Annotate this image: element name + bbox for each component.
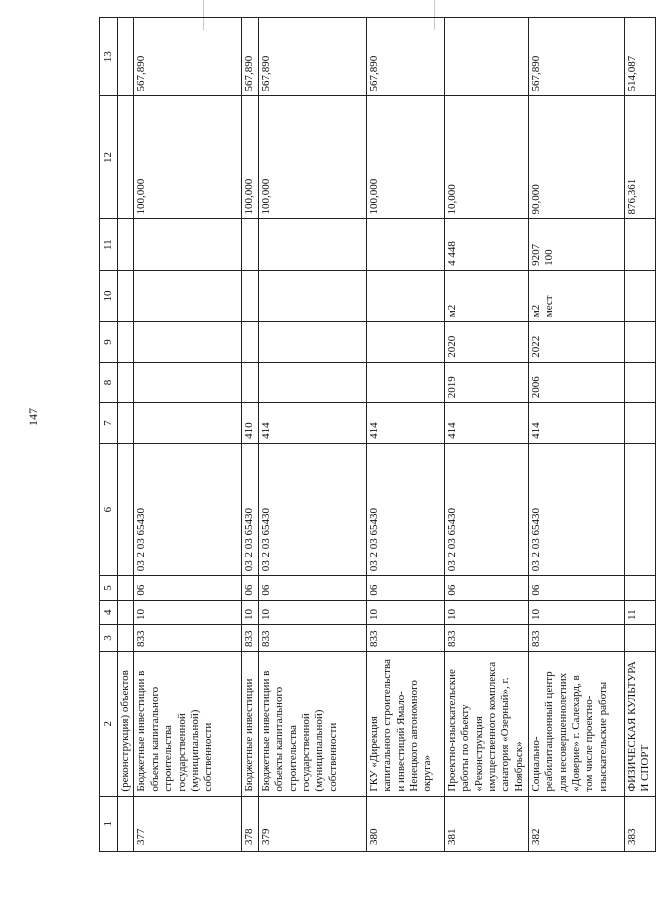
cell-c5: 06 [258,576,366,600]
cell-c4: 10 [528,600,624,624]
cell-c1: 378 [242,796,258,851]
column-header: 6 [100,443,118,575]
cell-c6: 03 2 03 65430 [242,443,258,575]
cell-c8 [242,362,258,403]
column-header: 4 [100,600,118,624]
table-row [624,18,655,852]
cell-c11 [118,219,134,270]
cell-c4 [118,600,134,624]
cell-c7: 414 [444,403,528,444]
cell-c3 [624,624,655,651]
page-number: 147 [26,408,40,426]
cell-c13: 567,890 [366,18,444,96]
cell-c8: 2006 [528,362,624,403]
header-row [100,18,118,852]
cell-c4: 10 [366,600,444,624]
cell-c6: 03 2 03 65430 [134,443,242,575]
cell-c5: 06 [366,576,444,600]
cell-c9: 2022 [528,322,624,363]
column-header: 13 [100,18,118,96]
cell-c13: 567,890 [242,18,258,96]
table-row [366,18,444,852]
table-row [528,18,624,852]
cell-c6: 03 2 03 65430 [528,443,624,575]
table-row [444,18,528,852]
cell-c11 [242,219,258,270]
cell-c9: 2020 [444,322,528,363]
cell-c9 [366,322,444,363]
cell-c12: 100,000 [242,96,258,219]
cell-c11: 9207 100 [528,219,624,270]
cell-c1: 381 [444,796,528,851]
cell-c6 [624,443,655,575]
table-row [134,18,242,852]
table-row [258,18,366,852]
cell-c12: 876,361 [624,96,655,219]
cell-c7: 414 [366,403,444,444]
cell-c7: 410 [242,403,258,444]
cell-c8: 2019 [444,362,528,403]
cell-c8 [624,362,655,403]
cell-c7: 414 [258,403,366,444]
column-header: 8 [100,362,118,403]
column-header: 11 [100,219,118,270]
budget-table [99,17,656,852]
cell-c4: 10 [258,600,366,624]
cell-c1: 383 [624,796,655,851]
cell-c1: 380 [366,796,444,851]
column-header: 1 [100,796,118,851]
cell-c7 [134,403,242,444]
cell-c9 [242,322,258,363]
cell-c8 [118,362,134,403]
cell-c9 [258,322,366,363]
cell-c3 [118,624,134,651]
column-header: 9 [100,322,118,363]
cell-c6: 03 2 03 65430 [366,443,444,575]
cell-c12: 90,000 [528,96,624,219]
cell-c11: 4 448 [444,219,528,270]
cell-c5: 06 [444,576,528,600]
cell-c7 [118,403,134,444]
cell-c12: 10,000 [444,96,528,219]
cell-c5: 06 [528,576,624,600]
cell-c3: 833 [134,624,242,651]
cell-c9 [134,322,242,363]
cell-c5: 06 [134,576,242,600]
cell-c4: 10 [242,600,258,624]
cell-c11 [258,219,366,270]
cell-c3: 833 [242,624,258,651]
column-header: 12 [100,96,118,219]
cell-c6: 03 2 03 65430 [444,443,528,575]
table-row [242,18,258,852]
cell-c11 [366,219,444,270]
cell-c5 [624,576,655,600]
rotated-table-wrapper [99,17,652,852]
cell-c5: 06 [242,576,258,600]
cell-c10 [366,270,444,321]
cell-c13 [444,18,528,96]
cell-c1 [118,796,134,851]
cell-c10: м2 [444,270,528,321]
cell-c2: ГКУ «Дирекция капитального строительства и инвестиций Ямало-Ненецкого автономного округа» [366,651,444,796]
table-body [100,18,656,852]
cell-c10 [134,270,242,321]
cell-c3: 833 [444,624,528,651]
cell-c12 [118,96,134,219]
cell-c2: Бюджетные инвестиции в объекты капитального строительства государственной (муниципальной) собственности [258,651,366,796]
column-header: 5 [100,576,118,600]
cell-c12: 100,000 [134,96,242,219]
cell-c13: 514,087 [624,18,655,96]
cell-c12: 100,000 [258,96,366,219]
cell-c2: Проектно-изыскательские работы по объекту «Реконструкция имущественного комплекса санатория «Озерный», г. Ноябрьск» [444,651,528,796]
cell-c10 [242,270,258,321]
cell-c10 [118,270,134,321]
cell-c8 [366,362,444,403]
cell-c1: 379 [258,796,366,851]
column-header: 3 [100,624,118,651]
cell-c10: м2 мест [528,270,624,321]
cell-c10 [624,270,655,321]
cell-c8 [258,362,366,403]
cell-c2: ФИЗИЧЕСКАЯ КУЛЬТУРА И СПОРТ [624,651,655,796]
column-header: 7 [100,403,118,444]
cell-c11 [134,219,242,270]
cell-c1: 377 [134,796,242,851]
cell-c3: 833 [258,624,366,651]
cell-c3: 833 [366,624,444,651]
cell-c6: 03 2 03 65430 [258,443,366,575]
cell-c4: 11 [624,600,655,624]
cell-c11 [624,219,655,270]
cell-c12: 100,000 [366,96,444,219]
cell-c2: Бюджетные инвестиции в объекты капитального строительства государственной (муниципальной) собственности [134,651,242,796]
cell-c10 [258,270,366,321]
cell-c2: Бюджетные инвестиции [242,651,258,796]
column-header: 10 [100,270,118,321]
cell-c2: (реконструкция) объектов [118,651,134,796]
cell-c4: 10 [444,600,528,624]
cell-c13 [118,18,134,96]
cell-c13: 567,890 [258,18,366,96]
cell-c4: 10 [134,600,242,624]
cell-c2: Социально-реабилитационный центр для несовершеннолетних «Доверие» г. Салехард, в том числе проектно-изыскательские работы [528,651,624,796]
cell-c6 [118,443,134,575]
cell-c13: 567,890 [134,18,242,96]
cell-c9 [118,322,134,363]
column-header: 2 [100,651,118,796]
cell-c5 [118,576,134,600]
cell-c9 [624,322,655,363]
cell-c7 [624,403,655,444]
cell-c3: 833 [528,624,624,651]
table-row [118,18,134,852]
cell-c8 [134,362,242,403]
cell-c7: 414 [528,403,624,444]
cell-c1: 382 [528,796,624,851]
cell-c13: 567,890 [528,18,624,96]
